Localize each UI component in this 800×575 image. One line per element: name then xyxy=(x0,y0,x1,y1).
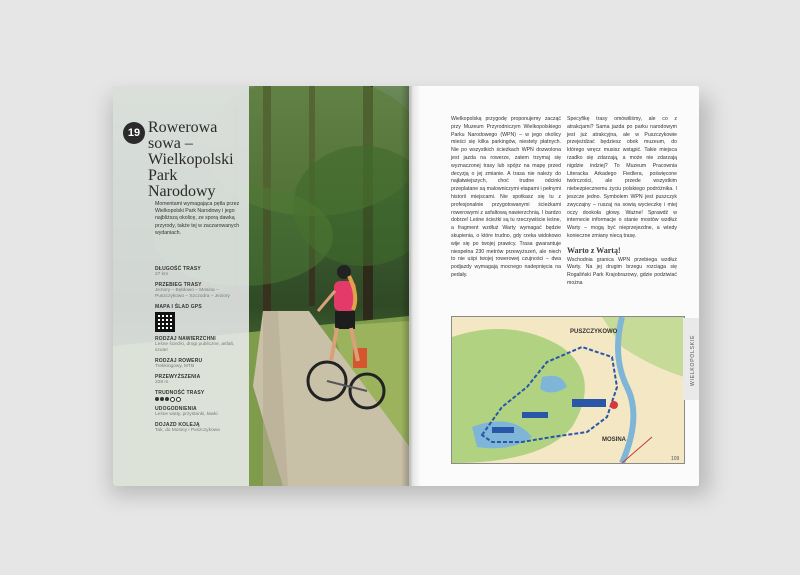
left-page-photo xyxy=(113,86,409,486)
info-facilities: UDOGODNIENIA Leśne wiaty, przystanki, ławki xyxy=(155,406,218,417)
difficulty-dot xyxy=(176,397,181,402)
route-title: Rowerowa sowa – Wielkopolski Park Narodowy xyxy=(148,119,234,200)
map-label-puszczykowo: PUSZCZYKOWO xyxy=(570,329,618,335)
difficulty-dot xyxy=(170,397,175,402)
section-subheading: Warto z Wartą! xyxy=(567,245,621,255)
difficulty-rating xyxy=(155,397,247,402)
region-label: WIELKOPOLSKIE xyxy=(690,334,696,386)
info-difficulty: TRUDNOŚĆ TRASY xyxy=(155,390,247,402)
difficulty-dot xyxy=(160,397,164,401)
paragraph-attractions: Specyfikę trasy omówiliśmy, ale co z atrakcjami? Sama jazda po parku narodowym jest już atrakcyjna, ale w Puszczykowie przejeżdżać będziesz obok muzeum, do którego wręcz musisz wstąpić. Takie miejsca rzadko się zdarzają, a może nie zdarzają nigdzie indziej? To Muzeum Pracownia Literacka Arkadego Fiedlera, poświęcone twórczości, ale przede wszystkim niebezpiecznemu życiu polskiego podróżnika. I jeszcze jedno. Symbolem WPN jest puszczyk zwyczajny – ruszaj na sowią wycieczkę i miej oczy dookoła głowy. Ważne! Sprawdź w internecie informacje o stanie mostów wzdłuż Warty – mogą być nieprzejezdne, a wtedy konieczne zmiany niecą trasę. xyxy=(567,116,677,239)
page-number: 109 xyxy=(671,456,680,462)
book-spread xyxy=(113,86,699,486)
text-column-right xyxy=(567,116,677,288)
route-info-list xyxy=(155,266,247,438)
text-column-left: Wielkopolską przygodę proponujemy zacząć przy Muzeum Przyrodniczym Wielkopolskiego Parku Narodowego (WPN) – w jego okolicy mieści się kilka parkingów, niestety płatnych. Nie po wszystkich ścieżkach WPN dozwolona jest jazda na rowerze, zatem trzymaj się wyznaczonej trasy lub spójrz na mapę przed decyzją o jej zmianie. A trasa nie należy do najłatwiejszych, choć trudne odcinki przeplatane są malowniczymi etapami i pełnymi historii miejscami. Nie spotkasz się tu z profesjonalnie przygotowanymi ścieżkami rowerowymi z asfaltową nawierzchnią. I bardzo dobrze! Leśne ścieżki są tu rzeczywiście leśne, a fragment wzdłuż Warty wymagać będzie skupienia, o które trudno, gdy rzeka widokowo wije się po twojej prawicy. Trasa gwarantuje niespełna 230 metrów przewyższeń, ale niech to nie uśpi twojej rowerowej czujności – dwa podjazdy wymagają mocnego nadepnięcia na pedały. xyxy=(451,116,561,278)
difficulty-dot xyxy=(155,397,159,401)
info-route: PRZEBIEG TRASY Jeziory – Bębłowo – Mosina – Puszczykowo – Szczodra – Jeziory xyxy=(155,282,230,299)
route-number-badge: 19 xyxy=(123,122,145,144)
route-map-drawing xyxy=(452,317,684,463)
route-map[interactable] xyxy=(451,316,685,464)
info-map-gps: MAPA I ŚLAD GPS xyxy=(155,304,247,332)
info-bike-type: RODZAJ ROWERU Trekkingowy, MTB xyxy=(155,358,203,369)
qr-code-icon[interactable] xyxy=(155,312,175,332)
right-page xyxy=(409,86,699,486)
info-surface: RODZAJ NAWIERZCHNI Leśne ścieżki, drogi publiczne, asfalt, szuter xyxy=(155,336,235,353)
info-elevation: PRZEWYŻSZENIA 228 m xyxy=(155,374,201,385)
info-train-access: DOJAZD KOLEJĄ Tak, do Mosiny i Puszczykowa xyxy=(155,422,220,433)
route-info-sidebar xyxy=(113,86,249,486)
book-gutter-shadow xyxy=(401,86,421,486)
paragraph-warta: Wschodnia granica WPN przebiega wzdłuż Warty. Na jej drugim brzegu rozciąga się Rogaliński Park Krajobrazowy, gdzie podziwiać można xyxy=(567,256,677,286)
info-length: DŁUGOŚĆ TRASY 27 km xyxy=(155,266,201,277)
route-intro: Momentami wymagająca pętla przez Wielkopolski Park Narodowy i jego najbliższą okolicę, ze sporą dawką przyrody, także tej w zaczarowanych wydaniach. xyxy=(155,201,240,236)
map-label-mosina: MOSINA xyxy=(602,437,626,443)
difficulty-dot xyxy=(165,397,169,401)
